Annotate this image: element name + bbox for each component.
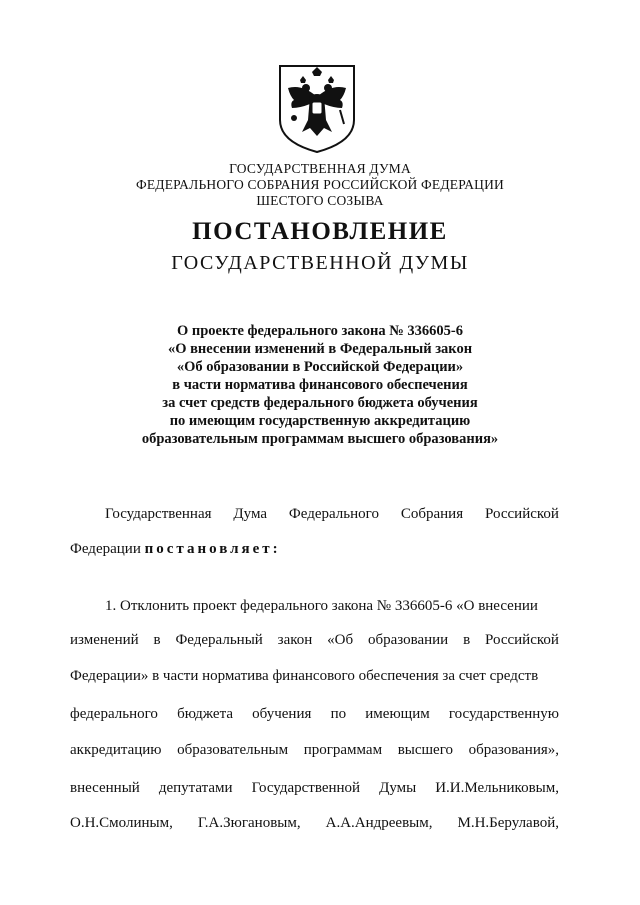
body-word: Российской — [485, 632, 559, 648]
body-word: образовании — [367, 632, 449, 648]
body-word: Федеральный — [175, 632, 263, 648]
russian-coat-of-arms-emblem — [272, 62, 362, 156]
p1-line-4 — [70, 706, 559, 723]
subject-line-5: за счет средств федерального бюджета обучения — [162, 395, 478, 411]
p1-line-7 — [70, 815, 559, 832]
subject-line-6: по имеющим государственную аккредитацию — [169, 413, 471, 429]
intro-line-2 — [70, 541, 559, 558]
body-word: бюджета — [177, 706, 233, 722]
body-word: депутатами — [158, 780, 233, 796]
resolves-word: постановляет: — [144, 541, 281, 557]
p1-line-6 — [70, 780, 559, 797]
body-word: в — [463, 632, 471, 648]
body-word: внесенный — [70, 780, 140, 796]
header-line-federal-assembly: ФЕДЕРАЛЬНОГО СОБРАНИЯ РОССИЙСКОЙ ФЕДЕРАЦИИ — [136, 177, 504, 192]
p1-line-3: Федерации» в части норматива финансового обеспечения за счет средств — [70, 668, 539, 684]
body-word: Думы — [379, 780, 417, 796]
body-word: имеющим — [365, 706, 430, 722]
document-subtitle: ГОСУДАРСТВЕННОЙ ДУМЫ — [171, 252, 469, 274]
body-word: Федерации — [70, 541, 141, 557]
intro-line-1 — [105, 506, 559, 523]
subject-line-1: О проекте федерального закона № 336605-6 — [176, 323, 464, 339]
body-word: Г.А.Зюгановым, — [197, 815, 301, 831]
body-word: Государственной — [251, 780, 361, 796]
body-word: О.Н.Смолиным, — [70, 815, 173, 831]
header-line-duma: ГОСУДАРСТВЕННАЯ ДУМА — [229, 161, 411, 176]
body-word: обучения — [252, 706, 312, 722]
body-word: программам — [303, 742, 383, 758]
body-word: Российской — [485, 506, 559, 522]
body-word: государственную — [448, 706, 559, 722]
subject-line-4: в части норматива финансового обеспечения — [172, 377, 468, 393]
body-word: образовательным — [177, 742, 289, 758]
body-word: аккредитацию — [70, 742, 162, 758]
body-word: Собрания — [400, 506, 464, 522]
subject-line-7: образовательным программам высшего образования» — [141, 431, 499, 447]
subject-line-2: «О внесении изменений в Федеральный закон — [167, 341, 473, 357]
body-word: Федерального — [288, 506, 379, 522]
body-word: М.Н.Берулавой, — [457, 815, 559, 831]
body-word: И.И.Мельниковым, — [435, 780, 559, 796]
body-word: Государственная — [105, 506, 212, 522]
body-word: «Об — [327, 632, 354, 648]
body-word: А.А.Андреевым, — [325, 815, 433, 831]
body-word: Дума — [233, 506, 268, 522]
body-word: федерального — [70, 706, 158, 722]
p1-line-5 — [70, 742, 559, 759]
body-word: образования», — [468, 742, 559, 758]
document-title: ПОСТАНОВЛЕНИЕ — [192, 218, 448, 245]
body-word: закон — [277, 632, 313, 648]
p1-line-1: 1. Отклонить проект федерального закона № 336605-6 «О внесении — [105, 598, 538, 614]
header-line-convocation: ШЕСТОГО СОЗЫВА — [256, 193, 384, 208]
p1-line-2 — [70, 632, 559, 649]
body-word: по — [330, 706, 347, 722]
subject-line-3: «Об образовании в Российской Федерации» — [176, 359, 464, 375]
body-word: в — [153, 632, 161, 648]
body-word: изменений — [70, 632, 139, 648]
body-word: высшего — [397, 742, 453, 758]
